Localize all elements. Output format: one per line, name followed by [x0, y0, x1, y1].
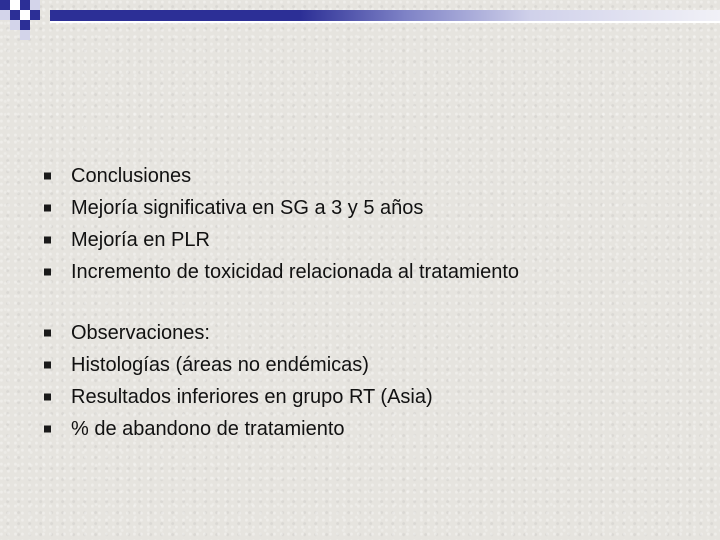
list-item-text: Observaciones: — [71, 322, 210, 344]
square-bullet-icon — [44, 426, 51, 433]
list-item-text: Conclusiones — [71, 165, 192, 187]
list-item-text: % de abandono de tratamiento — [71, 418, 345, 440]
list-item-text: Histologías (áreas no endémicas) — [71, 354, 369, 376]
square-bullet-icon — [44, 205, 51, 212]
list-item — [40, 349, 700, 381]
square-bullet-icon — [44, 330, 51, 337]
list-item-text: Incremento de toxicidad relacionada al tratamiento — [71, 261, 520, 283]
list-item — [40, 256, 700, 288]
square-bullet-icon — [44, 269, 51, 276]
list-item-text: Mejoría significativa en SG a 3 y 5 años — [71, 197, 424, 219]
list-item — [40, 224, 700, 256]
square-bullet-icon — [44, 362, 51, 369]
square-bullet-icon — [44, 173, 51, 180]
list-item-text: Mejoría en PLR — [71, 229, 210, 251]
list-item — [40, 413, 700, 445]
square-bullet-icon — [44, 237, 51, 244]
square-bullet-icon — [44, 394, 51, 401]
list-item — [40, 160, 700, 192]
list-item-text: Resultados inferiores en grupo RT (Asia) — [71, 386, 433, 408]
list-item — [40, 192, 700, 224]
list-item — [40, 317, 700, 349]
conclusions-list — [40, 160, 700, 288]
observations-list — [40, 317, 700, 445]
list-item — [40, 381, 700, 413]
